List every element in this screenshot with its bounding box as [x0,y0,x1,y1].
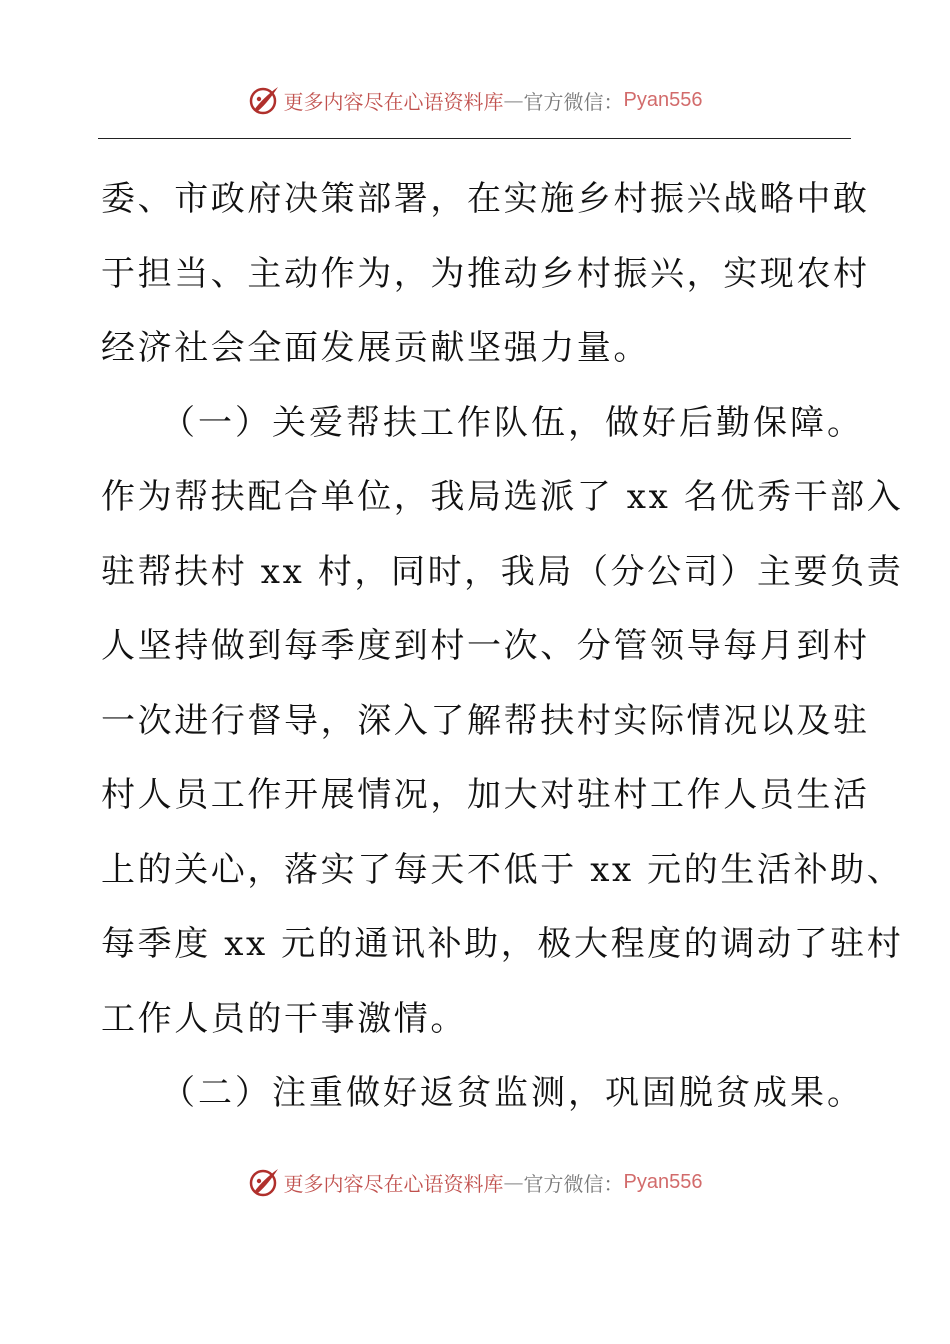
header-site-text: 更多内容尽在心语资料库 [283,89,504,114]
text-line: 驻帮扶村 xx 村，同时，我局（分公司）主要负责 [101,551,904,592]
header-wechat-label: 官方微信： [523,89,624,114]
quill-logo-icon [248,84,280,116]
text-line: 每季度 xx 元的通讯补助，极大程度的调动了驻村 [101,924,904,964]
text-line: 一次进行督导，深入了解帮扶村实际情况以及驻 [101,700,870,741]
header-wechat-id: Pyan556 [623,88,703,111]
text-line: 于担当、主动作为，为推动乡村振兴，实现农村 [101,253,870,294]
header-banner [0,80,950,120]
header-divider [98,138,851,139]
header-separator: — [503,88,524,112]
footer-banner [0,1162,950,1202]
footer-wechat-id: Pyan556 [623,1170,703,1193]
text-line: 作为帮扶配合单位，我局选派了 xx 名优秀干部入 [101,477,904,517]
section-heading-2: （二）注重做好返贫监测，巩固脱贫成果。 [161,1073,864,1113]
text-line: 经济社会全面发展贡献坚强力量。 [101,328,650,368]
footer-separator: — [503,1170,524,1194]
document-body [101,162,904,1131]
quill-logo-icon [248,1166,280,1198]
text-line: 工作人员的干事激情。 [101,998,467,1039]
footer-site-text: 更多内容尽在心语资料库 [283,1171,504,1196]
text-line: 村人员工作开展情况，加大对驻村工作人员生活 [101,775,870,815]
text-line: 上的关心，落实了每天不低于 xx 元的生活补助、 [101,849,904,890]
section-heading-1: （一）关爱帮扶工作队伍，做好后勤保障。 [161,402,864,443]
footer-wechat-label: 官方微信： [523,1171,624,1196]
text-line: 委、市政府决策部署，在实施乡村振兴战略中敢 [101,179,870,219]
text-line: 人坚持做到每季度到村一次、分管领导每月到村 [101,626,870,666]
